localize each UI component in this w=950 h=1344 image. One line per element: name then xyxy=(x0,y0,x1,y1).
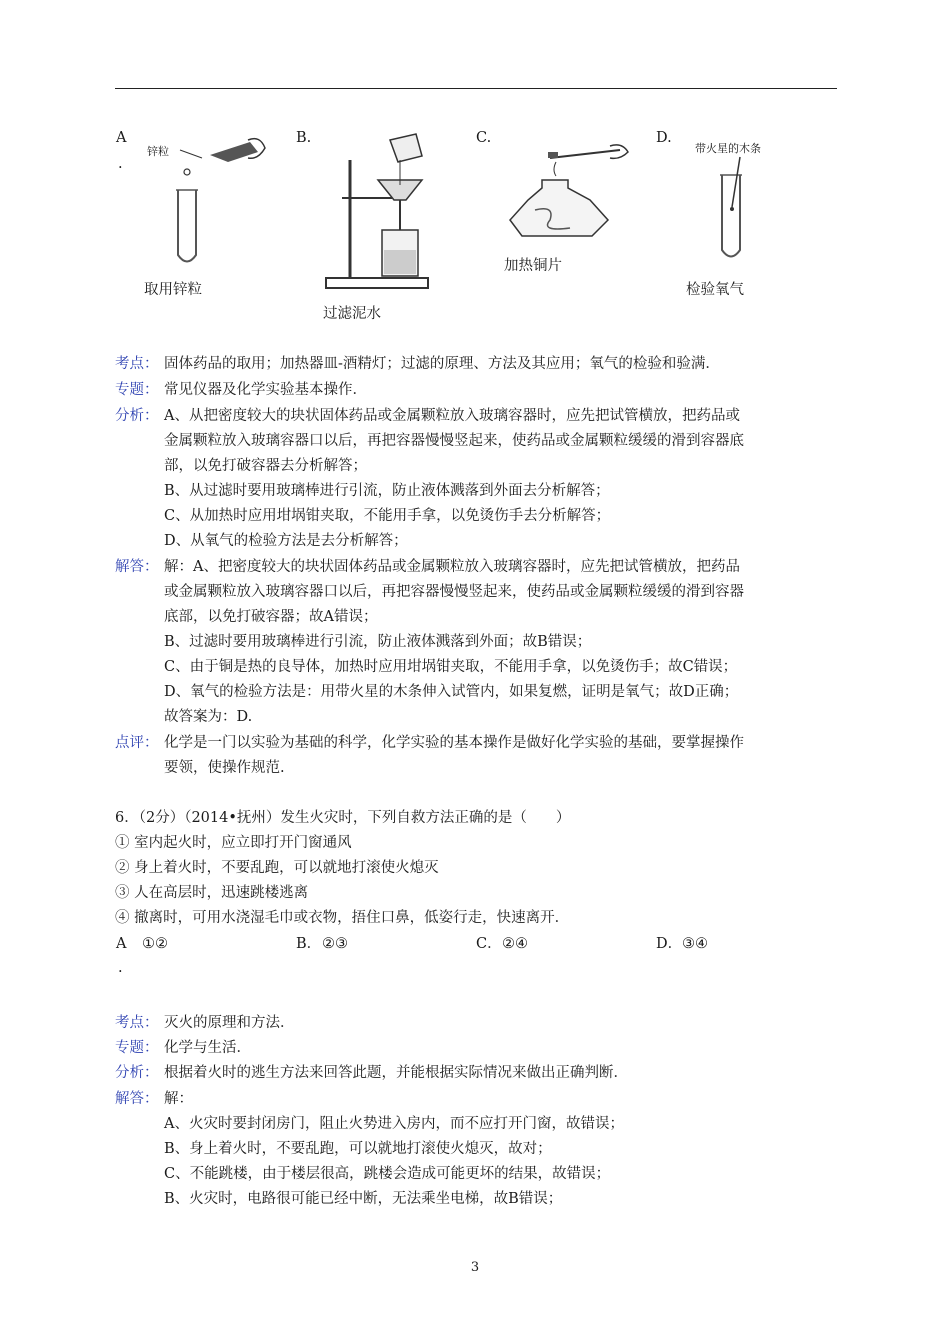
q6-option-a-letter: A xyxy=(116,936,127,952)
q5-dianping-line: 化学是一门以实验为基础的科学，化学实验的基本操作是做好化学实验的基础，要掌握操作 xyxy=(164,735,744,751)
q5-zhuanti-text: 常见仪器及化学实验基本操作． xyxy=(164,382,367,398)
q5-jieda-label: 解答： xyxy=(115,559,159,575)
figure-a-label: 锌粒 xyxy=(147,145,169,158)
figure-a-caption: 取用锌粒 xyxy=(144,282,202,298)
q5-jieda-line: 解：A、把密度较大的块状固体药品或金属颗粒放入玻璃容器时，应先把试管横放，把药品 xyxy=(164,559,740,575)
figure-d-testtube-splint xyxy=(700,155,760,265)
q5-fenxi-line: B、从过滤时要用玻璃棒进行引流，防止液体溅落到外面去分析解答； xyxy=(164,483,610,499)
q5-jieda-line: D、氧气的检验方法是：用带火星的木条伸入试管内，如果复燃，证明是氧气；故D正确； xyxy=(164,684,739,700)
figure-b-letter: B. xyxy=(296,130,312,146)
figure-c-caption: 加热铜片 xyxy=(504,258,562,274)
q6-option-d-letter: D． xyxy=(656,936,683,952)
figure-c-alcohol-lamp xyxy=(510,140,630,245)
q6-option-a-dot: . xyxy=(118,960,123,976)
q5-fenxi-line: D、从氧气的检验方法是去分析解答； xyxy=(164,533,408,549)
q5-fenxi-label: 分析： xyxy=(115,408,159,424)
q6-option-b-letter: B． xyxy=(296,936,322,952)
q5-jieda-line: 故答案为：D. xyxy=(164,709,253,725)
q5-zhuanti-label: 专题： xyxy=(115,382,159,398)
q6-jieda-label: 解答： xyxy=(115,1091,159,1107)
q6-option-d: ③④ xyxy=(682,936,708,952)
q6-zhuanti-text: 化学与生活． xyxy=(164,1040,251,1056)
q6-option-c-letter: C． xyxy=(476,936,502,952)
q6-item: ① 室内起火时，应立即打开门窗通风 xyxy=(115,835,352,851)
q6-fenxi-label: 分析： xyxy=(115,1065,159,1081)
q6-zhuanti-label: 专题： xyxy=(115,1040,159,1056)
q5-jieda-line: 底部，以免打破容器；故A错误； xyxy=(164,609,378,625)
figure-a-letter: A xyxy=(116,130,127,146)
q6-option-b: ②③ xyxy=(322,936,348,952)
q6-stem: 6．（2分）（2014•抚州）发生火灾时，下列自救方法正确的是（ ） xyxy=(115,810,571,826)
q5-fenxi-line: 金属颗粒放入玻璃容器口以后，再把容器慢慢竖起来，使药品或金属颗粒缓缓的滑到容器底 xyxy=(164,433,744,449)
figure-d-label: 带火星的木条 xyxy=(695,142,761,155)
page-number: 3 xyxy=(470,1260,480,1275)
q5-jieda-line: B、过滤时要用玻璃棒进行引流，防止液体溅落到外面；故B错误； xyxy=(164,634,592,650)
q5-fenxi-line: 部，以免打破容器去分析解答； xyxy=(164,458,367,474)
figure-b-filtration-apparatus xyxy=(320,130,440,295)
q6-option-a: ①② xyxy=(142,936,168,952)
figure-b-caption: 过滤泥水 xyxy=(323,306,381,322)
q6-item: ③ 人在高层时，迅速跳楼逃离 xyxy=(115,885,309,901)
q6-jieda-line: A、火灾时要封闭房门，阻止火势进入房内，而不应打开门窗，故错误； xyxy=(164,1116,624,1132)
q5-dianping-line: 要领，使操作规范. xyxy=(164,760,285,776)
q6-option-c: ②④ xyxy=(502,936,528,952)
figure-d-letter: D. xyxy=(656,130,672,146)
q6-kaodian-label: 考点： xyxy=(115,1015,159,1031)
q6-jieda-line: B、身上着火时，不要乱跑，可以就地打滚使火熄灭，故对； xyxy=(164,1141,552,1157)
q6-item: ② 身上着火时，不要乱跑，可以就地打滚使火熄灭 xyxy=(115,860,439,876)
q5-fenxi-line: C、从加热时应用坩埚钳夹取，不能用手拿，以免烫伤手去分析解答； xyxy=(164,508,611,524)
q6-jieda-intro: 解： xyxy=(164,1091,193,1107)
q6-kaodian-text: 灭火的原理和方法． xyxy=(164,1015,295,1031)
q5-kaodian-label: 考点： xyxy=(115,356,159,372)
figure-d-caption: 检验氧气 xyxy=(686,282,744,298)
q6-fenxi-text: 根据着火时的逃生方法来回答此题，并能根据实际情况来做出正确判断． xyxy=(164,1065,628,1081)
q6-jieda-line: B、火灾时，电路很可能已经中断，无法乘坐电梯，故B错误； xyxy=(164,1191,563,1207)
q5-dianping-label: 点评： xyxy=(115,735,159,751)
figure-a-dot: . xyxy=(118,156,123,172)
q5-jieda-line: C、由于铜是热的良导体，加热时应用坩埚钳夹取，不能用手拿，以免烫伤手；故C错误； xyxy=(164,659,738,675)
header-rule xyxy=(115,88,837,89)
q5-jieda-line: 或金属颗粒放入玻璃容器口以后，再把容器慢慢竖起来，使药品或金属颗粒缓缓的滑到容器 xyxy=(164,584,744,600)
q5-kaodian-text: 固体药品的取用；加热器皿-酒精灯；过滤的原理、方法及其应用；氧气的检验和验满． xyxy=(164,356,720,372)
figure-c-letter: C. xyxy=(476,130,492,146)
figure-a-zinc-testtube xyxy=(140,130,270,275)
q6-jieda-line: C、不能跳楼，由于楼层很高，跳楼会造成可能更坏的结果，故错误； xyxy=(164,1166,611,1182)
q5-fenxi-line: A、从把密度较大的块状固体药品或金属颗粒放入玻璃容器时，应先把试管横放，把药品或 xyxy=(164,408,740,424)
q6-item: ④ 撤离时，可用水浇湿毛巾或衣物，捂住口鼻，低姿行走，快速离开． xyxy=(115,910,570,926)
